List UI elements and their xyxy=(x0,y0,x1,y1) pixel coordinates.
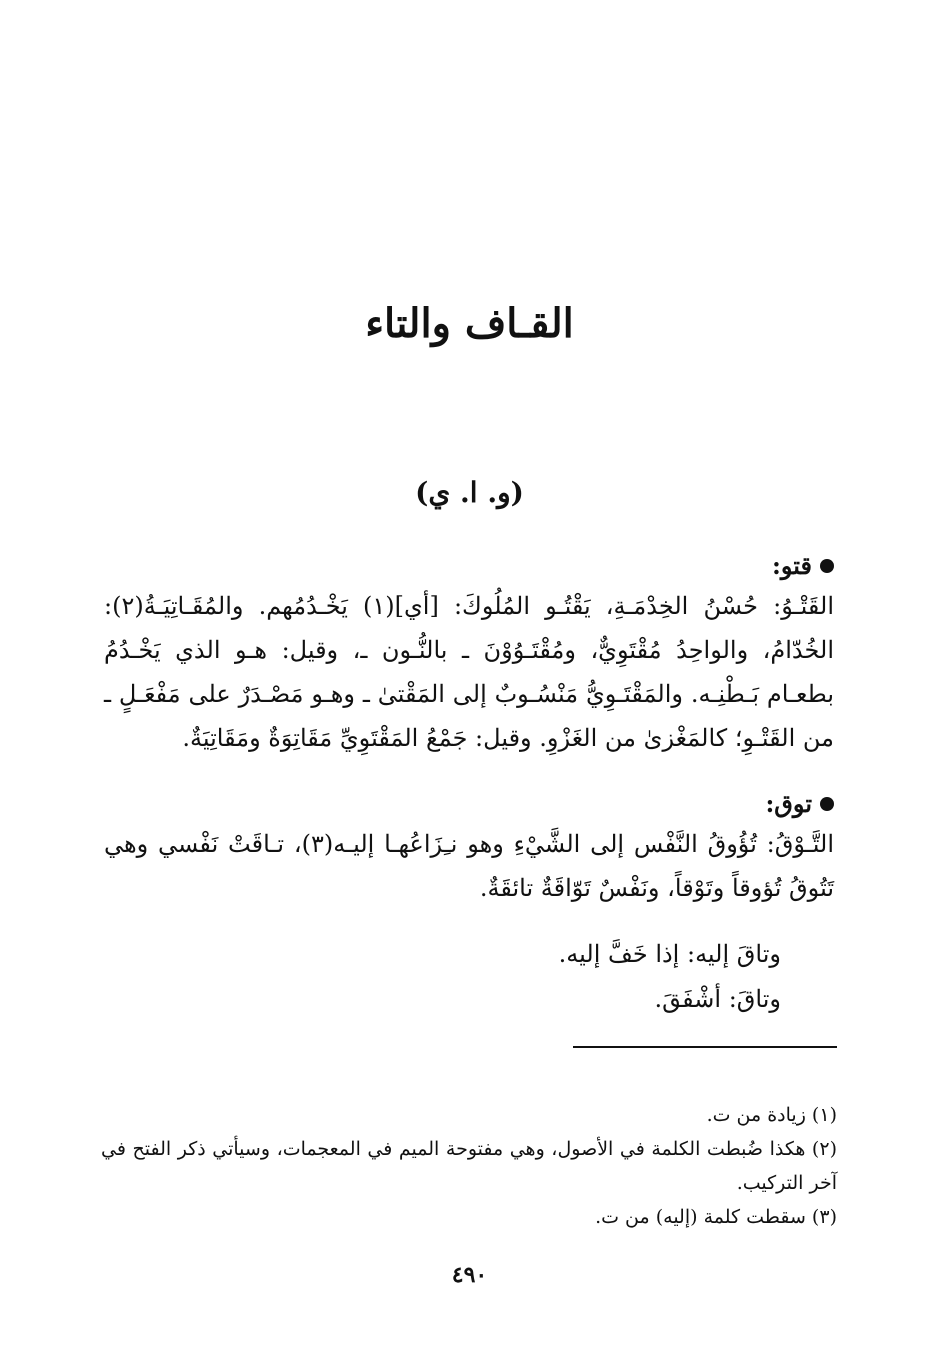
dictionary-entry-twq xyxy=(104,786,834,910)
definition-line: وتاقَ: أشْفَقَ. xyxy=(654,985,781,1013)
entry-head xyxy=(104,786,834,822)
entry-head xyxy=(104,548,834,584)
footnote-divider xyxy=(573,1046,837,1048)
section-heading: (و. ا. ي) xyxy=(415,476,524,509)
entry-headword: توق: xyxy=(765,789,812,818)
chapter-title: القـاف والتاء xyxy=(365,300,574,347)
entry-body: التَّـوْقُ: تُؤُوقُ النَّفْس إلى الشَّيْءِ وهو نـِزَاعُهـا إليـه(٣)، تـاقَتْ نَفْسي وهي تَتُوقُ تُؤوقاً وتَوْقاً، ونَفْسٌ تَوّاقَةٌ تائقَةٌ. xyxy=(104,830,834,902)
footnote: (١) زيادة من ت. xyxy=(706,1104,837,1126)
footnote: (٢) هكذا ضُبطت الكلمة في الأصول، وهي مفتوحة الميم في المعجمات، وسيأتي ذكر الفتح في آخر التركيب. xyxy=(101,1138,837,1194)
page-number: ٤٩٠ xyxy=(451,1262,488,1288)
dictionary-entry-qtw xyxy=(104,548,834,760)
definition-line: وتاقَ إليه: إذا خَفَّ إليه. xyxy=(558,940,781,968)
entry-body: القَتْـوُ: حُسْنُ الخِدْمَـةِ، يَقْتُـو المُلُوكَ: [أي](١) يَخْـدُمُهم. والمُقَـاتِيَـةُ(٢): الخُدّامُ، والواحِدُ مُقْتَوِيٌّ، ومُقْتَـوُوْنَ ـ بالنُّـون ـ، وقيل: هـو الذي يَخْـدُمُ بطعـام بَـطْنِـه. والمَقْتَـوِيُّ مَنْسُـوبٌ إلى المَقْتىٰ ـ وهـو مَصْـدَرٌ على مَفْعَـلٍ ـ من القَتْـوِ؛ كالمَغْزىٰ من الغَزْوِ. وقيل: جَمْعُ المَقْتَوِيِّ مَقَاتِوَةٌ ومَقَاتِيَةٌ. xyxy=(104,592,834,752)
footnotes xyxy=(101,1098,837,1234)
footnote: (٣) سقطت كلمة (إليه) من ت. xyxy=(595,1206,837,1228)
bullet-icon xyxy=(820,559,834,573)
bullet-icon xyxy=(820,797,834,811)
entry-headword: قتو: xyxy=(772,551,812,580)
